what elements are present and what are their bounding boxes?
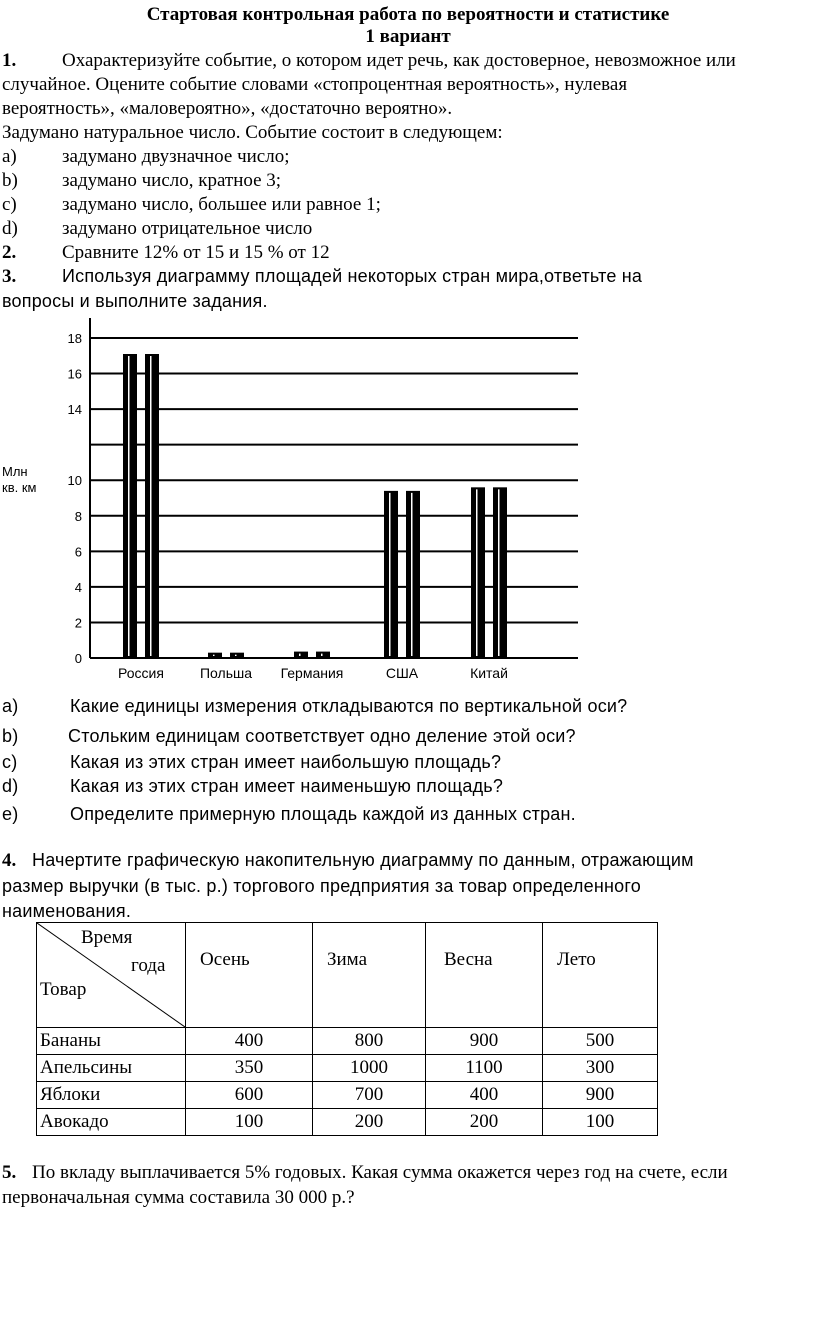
task5-number: 5. <box>2 1162 17 1183</box>
task4-line3: наименования. <box>2 901 132 921</box>
bar <box>406 491 420 658</box>
revenue-table <box>36 922 658 1136</box>
table-header-row <box>37 923 658 1028</box>
value-cell: 200 <box>426 1109 543 1136</box>
table-row <box>37 1055 658 1082</box>
task3-question-letter: d) <box>2 776 19 796</box>
season-header: Весна <box>426 923 543 1028</box>
value-cell: 100 <box>186 1109 313 1136</box>
product-cell: Авокадо <box>37 1109 186 1136</box>
y-axis-label: Млн <box>2 464 28 479</box>
bar <box>145 354 159 658</box>
task1-item-letter: a) <box>2 146 17 167</box>
page-title: Стартовая контрольная работа по вероятности и статистике <box>146 4 670 25</box>
task1-item-letter: d) <box>2 218 18 239</box>
task1-item-text: задумано число, большее или равное 1; <box>62 194 381 215</box>
bar-highlight <box>389 493 391 656</box>
corner-label-product: Товар <box>40 979 87 1000</box>
task3-question-letter: b) <box>2 726 19 746</box>
bar-highlight <box>213 655 215 656</box>
y-axis-label: кв. км <box>2 480 37 495</box>
bar-highlight <box>321 654 323 656</box>
bar <box>384 491 398 658</box>
value-cell: 500 <box>543 1028 658 1055</box>
y-tick-label: 16 <box>67 366 82 382</box>
bar <box>316 652 330 658</box>
task3-question-text: Определите примерную площадь каждой из данных стран. <box>70 804 576 824</box>
value-cell: 900 <box>426 1028 543 1055</box>
season-header: Зима <box>313 923 426 1028</box>
task4-number: 4. <box>2 850 17 871</box>
y-tick-label: 4 <box>74 579 82 595</box>
bar <box>208 653 222 658</box>
value-cell: 900 <box>543 1082 658 1109</box>
value-cell: 400 <box>186 1028 313 1055</box>
task3-question-letter: a) <box>2 696 19 716</box>
bar <box>123 354 137 658</box>
task1-line3: вероятность», «маловероятно», «достаточно вероятно». <box>2 98 453 119</box>
task3-line2: вопросы и выполните задания. <box>2 291 268 311</box>
task3-question-text: Стольким единицам соответствует одно деление этой оси? <box>68 726 576 746</box>
y-tick-label: 2 <box>74 615 82 631</box>
bar <box>471 487 485 658</box>
value-cell: 1000 <box>313 1055 426 1082</box>
task3-question-text: Какие единицы измерения откладываются по вертикальной оси? <box>70 696 628 716</box>
task4-line2: размер выручки (в тыс. р.) торгового предприятия за товар определенного <box>2 876 641 896</box>
season-header: Осень <box>186 923 313 1028</box>
bar-highlight <box>299 654 301 656</box>
task1-line1: Охарактеризуйте событие, о котором идет речь, как достоверное, невозможное или <box>62 50 736 71</box>
task1-line2: случайное. Оцените событие словами «стопроцентная вероятность», нулевая <box>2 74 628 95</box>
corner-label-year: года <box>131 955 166 976</box>
product-cell: Апельсины <box>37 1055 186 1082</box>
value-cell: 350 <box>186 1055 313 1082</box>
x-tick-label: США <box>385 665 419 681</box>
value-cell: 300 <box>543 1055 658 1082</box>
y-tick-label: 10 <box>67 473 82 489</box>
task5-line1: По вкладу выплачивается 5% годовых. Какая сумма окажется через год на счете, если <box>32 1162 728 1183</box>
task3-question-letter: c) <box>2 752 18 772</box>
value-cell: 700 <box>313 1082 426 1109</box>
task1-item-text: задумано двузначное число; <box>62 146 290 167</box>
task5-line2: первоначальная сумма составила 30 000 р.? <box>2 1187 355 1208</box>
task1-item-text: задумано число, кратное 3; <box>62 170 282 191</box>
task1-item-text: задумано отрицательное число <box>62 218 313 239</box>
task3-question-text: Какая из этих стран имеет наибольшую площадь? <box>70 752 502 772</box>
value-cell: 800 <box>313 1028 426 1055</box>
x-tick-label: Германия <box>280 665 344 681</box>
y-tick-label: 0 <box>74 651 82 666</box>
product-cell: Бананы <box>37 1028 186 1055</box>
product-cell: Яблоки <box>37 1082 186 1109</box>
table-corner-cell <box>37 923 186 1028</box>
value-cell: 200 <box>313 1109 426 1136</box>
x-tick-label: Польша <box>199 665 253 681</box>
bar <box>493 487 507 658</box>
task1-intro: Задумано натуральное число. Событие состоит в следующем: <box>2 122 503 143</box>
x-tick-label: Россия <box>118 665 164 681</box>
y-tick-label: 6 <box>74 544 82 560</box>
bar <box>230 653 244 658</box>
variant-title: 1 вариант <box>365 26 451 47</box>
value-cell: 1100 <box>426 1055 543 1082</box>
bar-highlight <box>411 493 413 656</box>
bar-highlight <box>476 489 478 656</box>
area-bar-chart <box>0 318 600 688</box>
table-row <box>37 1082 658 1109</box>
task3-question-text: Какая из этих стран имеет наименьшую площадь? <box>70 776 504 796</box>
bar-highlight <box>235 655 237 656</box>
task3-number: 3. <box>2 266 17 287</box>
table-row <box>37 1109 658 1136</box>
table-row <box>37 1028 658 1055</box>
y-tick-label: 8 <box>74 508 82 524</box>
value-cell: 400 <box>426 1082 543 1109</box>
task3-question-letter: e) <box>2 804 19 824</box>
y-tick-label: 18 <box>67 331 82 346</box>
bar-highlight <box>128 356 130 656</box>
y-tick-label: 14 <box>67 402 82 418</box>
bar <box>294 652 308 658</box>
task2-text: Сравните 12% от 15 и 15 % от 12 <box>62 242 330 263</box>
x-tick-label: Китай <box>470 665 508 681</box>
value-cell: 600 <box>186 1082 313 1109</box>
season-header: Лето <box>543 923 658 1028</box>
task1-item-letter: b) <box>2 170 18 191</box>
value-cell: 100 <box>543 1109 658 1136</box>
corner-label-time: Время <box>81 927 133 948</box>
bar-highlight <box>498 489 500 656</box>
task4-line1: Начертите графическую накопительную диаграмму по данным, отражающим <box>32 850 694 870</box>
bar-highlight <box>150 356 152 656</box>
task1-item-letter: c) <box>2 194 17 215</box>
task3-line1: Используя диаграмму площадей некоторых стран мира,ответьте на <box>62 266 643 286</box>
task2-number: 2. <box>2 242 17 263</box>
task1-number: 1. <box>2 50 17 71</box>
